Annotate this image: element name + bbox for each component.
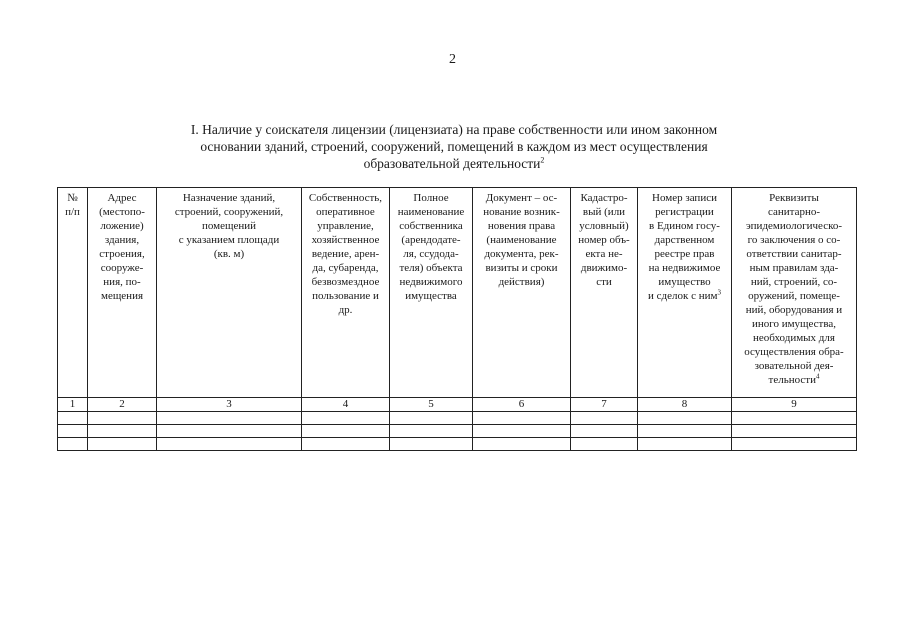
- header-line: сооруже-: [100, 262, 144, 274]
- empty-cell: [302, 425, 390, 438]
- column-number-cell: 2: [88, 398, 157, 412]
- header-line: Назначение зданий,: [182, 192, 276, 204]
- header-line: недвижимого: [399, 276, 463, 288]
- header-line: эпидемиологическо-: [745, 220, 843, 232]
- header-line: номер объ-: [578, 234, 630, 246]
- header-line: с указанием площади: [178, 234, 280, 246]
- header-line: ний, строений, со-: [750, 276, 838, 288]
- heading-line-3-text: образовательной деятельности: [363, 156, 541, 171]
- heading-line-2: основании зданий, строений, сооружений, помещений в каждом из мест осуществления: [200, 139, 708, 154]
- header-line: ний, оборудования и: [745, 304, 843, 316]
- header-line: екта не-: [585, 248, 623, 260]
- header-line: сти: [596, 276, 612, 288]
- header-line: на недвижимое: [648, 262, 721, 274]
- column-number-cell: 7: [571, 398, 638, 412]
- header-line: действия): [498, 276, 545, 288]
- header-line: го заключения о со-: [747, 234, 841, 246]
- column-number-cell: 9: [732, 398, 857, 412]
- header-line: строений, сооружений,: [174, 206, 284, 218]
- header-line: зовательной дея-: [754, 360, 834, 372]
- empty-cell: [638, 425, 732, 438]
- footnote-ref: 4: [815, 372, 820, 381]
- footnote-ref: 3: [717, 288, 721, 297]
- header-line: условный): [579, 220, 629, 232]
- header-line: №: [67, 192, 78, 204]
- col-header-number: [58, 188, 88, 398]
- footnote-ref-2: 2: [540, 155, 545, 165]
- header-line: помещений: [201, 220, 257, 232]
- empty-cell: [88, 425, 157, 438]
- empty-cell: [390, 412, 473, 425]
- empty-cell: [58, 412, 88, 425]
- header-line: (арендодате-: [401, 234, 461, 246]
- page-number: 2: [449, 52, 456, 67]
- heading-line-3: [140, 155, 768, 172]
- empty-cell: [58, 438, 88, 451]
- empty-cell: [390, 425, 473, 438]
- header-line: Адрес: [107, 192, 137, 204]
- header-line: п/п: [65, 206, 80, 218]
- header-line: ля, ссудода-: [403, 248, 459, 260]
- col-header-sanitary-conclusion: [732, 188, 857, 398]
- col-header-owner-name: [390, 188, 473, 398]
- header-line: движимо-: [580, 262, 628, 274]
- header-line: безвозмездное: [311, 276, 380, 288]
- header-line: дарственном: [654, 234, 715, 246]
- empty-cell: [58, 425, 88, 438]
- empty-cell: [571, 438, 638, 451]
- empty-row: [58, 425, 857, 438]
- empty-cell: [732, 412, 857, 425]
- header-line: документа, рек-: [484, 248, 559, 260]
- header-line: управление,: [317, 220, 374, 232]
- header-row: [58, 188, 857, 398]
- column-number-cell: 8: [638, 398, 732, 412]
- empty-cell: [571, 412, 638, 425]
- header-line: пользование и: [312, 290, 379, 302]
- header-line: (местопо-: [99, 206, 145, 218]
- header-line: Собственность,: [308, 192, 383, 204]
- column-number-cell: 4: [302, 398, 390, 412]
- empty-cell: [302, 412, 390, 425]
- header-line: здания,: [104, 234, 140, 246]
- header-line: санитарно-: [767, 206, 821, 218]
- col-header-registry-record: [638, 188, 732, 398]
- header-line: иного имущества,: [751, 318, 837, 330]
- header-line: теля) объекта: [399, 262, 463, 274]
- header-line: оружений, помеще-: [748, 290, 840, 302]
- empty-cell: [157, 412, 302, 425]
- header-line: (наименование: [486, 234, 557, 246]
- column-number-row: [58, 398, 857, 412]
- header-line: осуществления обра-: [744, 346, 844, 358]
- header-line: Полное: [413, 192, 449, 204]
- header-line: др.: [338, 304, 353, 316]
- col-header-ownership: [302, 188, 390, 398]
- empty-cell: [571, 425, 638, 438]
- header-line: строения,: [99, 248, 145, 260]
- header-line: тельности$^4$: [768, 372, 820, 386]
- header-line: ным правилам зда-: [749, 262, 839, 274]
- header-line: имущество: [658, 276, 711, 288]
- header-line: наименование: [397, 206, 465, 218]
- header-line: имущества: [405, 290, 457, 302]
- header-line: Реквизиты: [769, 192, 819, 204]
- header-line: в Едином госу-: [649, 220, 720, 232]
- header-line: собственника: [399, 220, 463, 232]
- header-line: оперативное: [316, 206, 375, 218]
- header-line: Документ – ос-: [485, 192, 558, 204]
- header-line: регистрации: [655, 206, 714, 218]
- header-line: да, субаренда,: [312, 262, 379, 274]
- header-line: (кв. м): [213, 248, 245, 260]
- header-line: ложение): [100, 220, 144, 232]
- column-number-cell: 1: [58, 398, 88, 412]
- column-number-cell: 5: [390, 398, 473, 412]
- empty-cell: [157, 425, 302, 438]
- empty-cell: [638, 438, 732, 451]
- empty-cell: [157, 438, 302, 451]
- header-line: вый (или: [582, 206, 626, 218]
- header-line: и сделок с ним$^3$: [648, 288, 721, 302]
- header-line: необходимых для: [753, 332, 835, 344]
- header-line: новения права: [487, 220, 556, 232]
- empty-row: [58, 438, 857, 451]
- empty-cell: [390, 438, 473, 451]
- header-line: Кадастро-: [580, 192, 628, 204]
- empty-cell: [302, 438, 390, 451]
- header-line: ведение, арен-: [311, 248, 380, 260]
- premises-table: [57, 187, 857, 451]
- empty-cell: [732, 425, 857, 438]
- empty-cell: [88, 412, 157, 425]
- header-line: визиты и сроки: [485, 262, 558, 274]
- header-line: мещения: [100, 290, 144, 302]
- empty-cell: [473, 425, 571, 438]
- column-number-cell: 6: [473, 398, 571, 412]
- empty-cell: [732, 438, 857, 451]
- header-line: хозяйственное: [311, 234, 380, 246]
- col-header-purpose: [157, 188, 302, 398]
- empty-cell: [638, 412, 732, 425]
- header-line: ния, по-: [103, 276, 141, 288]
- column-number-cell: 3: [157, 398, 302, 412]
- col-header-cadastral-number: [571, 188, 638, 398]
- empty-cell: [473, 438, 571, 451]
- col-header-address: [88, 188, 157, 398]
- empty-cell: [473, 412, 571, 425]
- header-line: ответствии санитар-: [746, 248, 842, 260]
- empty-row: [58, 412, 857, 425]
- section-heading: [140, 121, 768, 172]
- heading-line-1: I. Наличие у соискателя лицензии (лицензиата) на праве собственности или ином законном: [190, 122, 718, 137]
- header-line: реестре прав: [654, 248, 715, 260]
- header-line: Номер записи: [652, 192, 717, 204]
- empty-cell: [88, 438, 157, 451]
- header-line: нование возник-: [483, 206, 560, 218]
- col-header-document: [473, 188, 571, 398]
